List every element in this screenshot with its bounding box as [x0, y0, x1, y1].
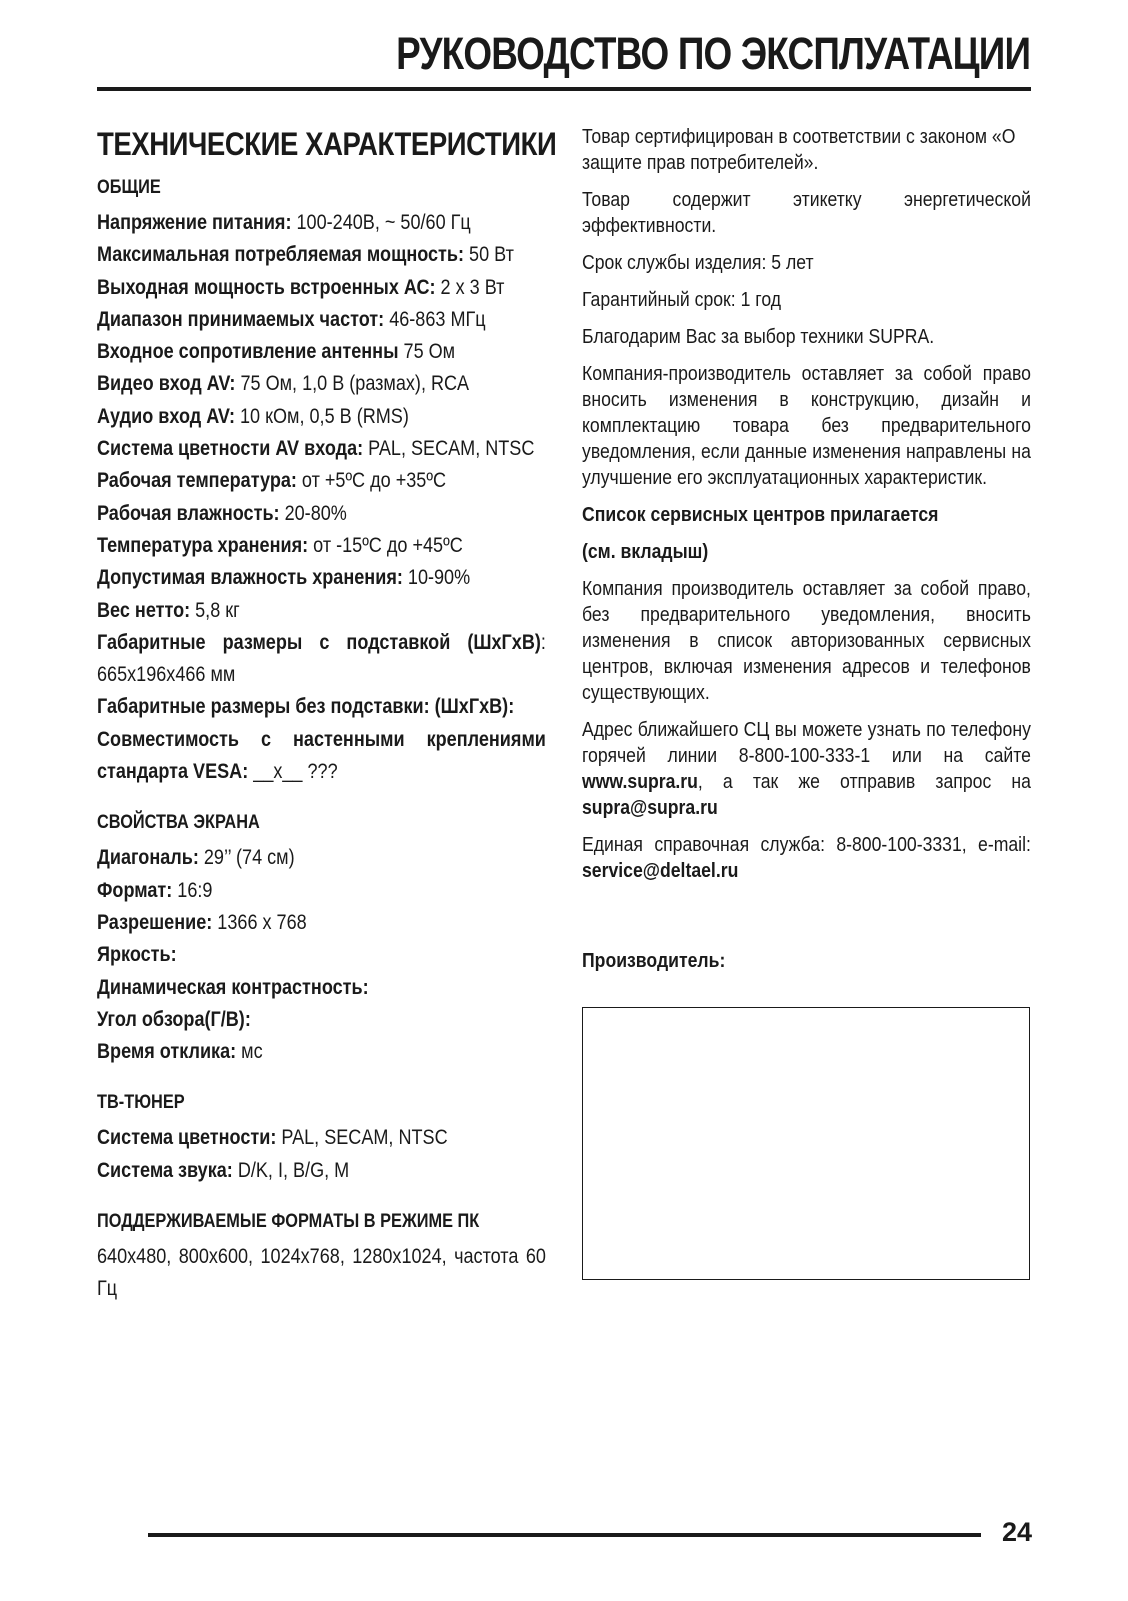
- left-column: [97, 120, 557, 1306]
- service-life-text: Срок службы изделия: 5 лет: [582, 251, 814, 274]
- page-number: 24: [1002, 1517, 1033, 1547]
- general-heading: ОБЩИЕ: [97, 177, 161, 198]
- spec-line: Формат: 16:9: [97, 878, 213, 902]
- spec-line: Система звука: D/K, I, B/G, M: [97, 1158, 350, 1182]
- service-centers-list-line2: (см. вкладыш): [582, 540, 709, 563]
- maker-label-content: [582, 948, 1031, 974]
- spec-line: Температура хранения: от -15ºС до +45ºС: [97, 533, 463, 557]
- spec-line: Вес нетто: 5,8 кг: [97, 598, 240, 622]
- spec-line: Рабочая влажность: 20-80%: [97, 501, 347, 525]
- energy-label-paragraph: Товар содержит этикетку энергетической эффективности.: [582, 188, 1031, 237]
- spec-line: Видео вход AV: 75 Ом, 1,0 В (размах), RCA: [97, 372, 470, 396]
- footer-divider: [148, 1533, 981, 1537]
- manufacturer-info-box: [582, 1007, 1030, 1280]
- pc-formats-heading: ПОДДЕРЖИВАЕМЫЕ ФОРМАТЫ В РЕЖИМЕ ПК: [97, 1211, 480, 1233]
- spec-line: Угол обзора(Г/В):: [97, 1007, 251, 1031]
- section-title: ТЕХНИЧЕСКИЕ ХАРАКТЕРИСТИКИ: [97, 126, 557, 162]
- manufacturer-label: Производитель:: [582, 949, 726, 972]
- spec-line: Система цветности AV входа: PAL, SECAM, NTSC: [97, 437, 535, 461]
- warranty-text: Гарантийный срок: 1 год: [582, 288, 782, 311]
- spec-line-dimensions-without-stand: Габаритные размеры без подставки: (ШхГхВ):: [97, 695, 515, 719]
- spec-line-vesa: Совместимость с настенными креплениями стандарта VESA: __х__ ???: [97, 727, 546, 784]
- tuner-heading: ТВ-ТЮНЕР: [97, 1092, 185, 1114]
- spec-line: Разрешение: 1366 х 768: [97, 910, 307, 934]
- service-centers-changes-paragraph: Компания производитель оставляет за собой право, без предварительного уведомления, вносить изменения в список авторизованных сервисных центров, включая изменения адресов и телефонов существующих.: [582, 577, 1031, 704]
- spec-line: Рабочая температура: от +5ºС до +35ºС: [97, 469, 446, 493]
- screen-heading: СВОЙСТВА ЭКРАНА: [97, 812, 260, 834]
- manufacturer-rights-paragraph: Компания-производитель оставляет за собой право вносить изменения в конструкцию, дизайн и комплектацию товара без предварительного уведомления, если данные изменения направлены на улучшение его эксплуатационных характеристик.: [582, 362, 1031, 489]
- general-specs: [97, 207, 546, 788]
- right-column: [582, 124, 1032, 895]
- spec-line: Максимальная потребляемая мощность: 50 Вт: [97, 243, 514, 267]
- screen-specs: [97, 842, 546, 1068]
- supra-website-link[interactable]: www.supra.ru: [582, 770, 698, 793]
- spec-line: Аудио вход AV: 10 кОм, 0,5 В (RMS): [97, 404, 409, 428]
- header-divider: [97, 87, 1031, 91]
- service-email-link[interactable]: service@deltael.ru: [582, 859, 739, 882]
- spec-line: Выходная мощность встроенных АС: 2 х 3 Вт: [97, 275, 505, 299]
- certification-paragraph: Товар сертифицирован в соответствии с законом «О защите прав потребителей».: [582, 125, 1016, 174]
- spec-line: Входное сопротивление антенны 75 Ом: [97, 340, 456, 364]
- nearest-service-paragraph: Адрес ближайшего СЦ вы можете узнать по телефону горячей линии 8-800-100-333-1 или на сайте www.supra.ru, а так же отправив запрос на supra@supra.ru: [582, 718, 1031, 819]
- spec-line: Яркость:: [97, 943, 177, 967]
- thanks-text: Благодарим Вас за выбор техники SUPRA.: [582, 325, 935, 348]
- help-service-paragraph: Единая справочная служба: 8-800-100-3331, e-mail: service@deltael.ru: [582, 833, 1031, 882]
- spec-line: Диапазон принимаемых частот: 46-863 МГц: [97, 307, 486, 331]
- pc-formats-text: 640х480, 800х600, 1024х768, 1280х1024, частота 60 Гц: [97, 1245, 546, 1301]
- service-centers-list-line1: Список сервисных центров прилагается: [582, 503, 939, 526]
- left-column-content: [97, 126, 557, 1306]
- supra-email-link[interactable]: supra@supra.ru: [582, 796, 718, 819]
- spec-line: Время отклика: мс: [97, 1040, 263, 1064]
- spec-line: Система цветности: PAL, SECAM, NTSC: [97, 1126, 448, 1150]
- maker-label-wrap: [582, 948, 1032, 974]
- right-column-content: [582, 124, 1031, 884]
- spec-line-dimensions-with-stand: Габаритные размеры с подставкой (ШхГхВ): 665х196х466 мм: [97, 630, 546, 687]
- spec-line: Динамическая контрастность:: [97, 975, 369, 999]
- page-header-title: РУКОВОДСТВО ПО ЭКСПЛУАТАЦИИ: [395, 28, 1030, 79]
- spec-line: Диагональ: 29’’ (74 см): [97, 846, 295, 870]
- tuner-specs: [97, 1122, 546, 1187]
- spec-line: Допустимая влажность хранения: 10-90%: [97, 566, 471, 590]
- spec-line: Напряжение питания: 100-240В, ~ 50/60 Гц: [97, 211, 471, 234]
